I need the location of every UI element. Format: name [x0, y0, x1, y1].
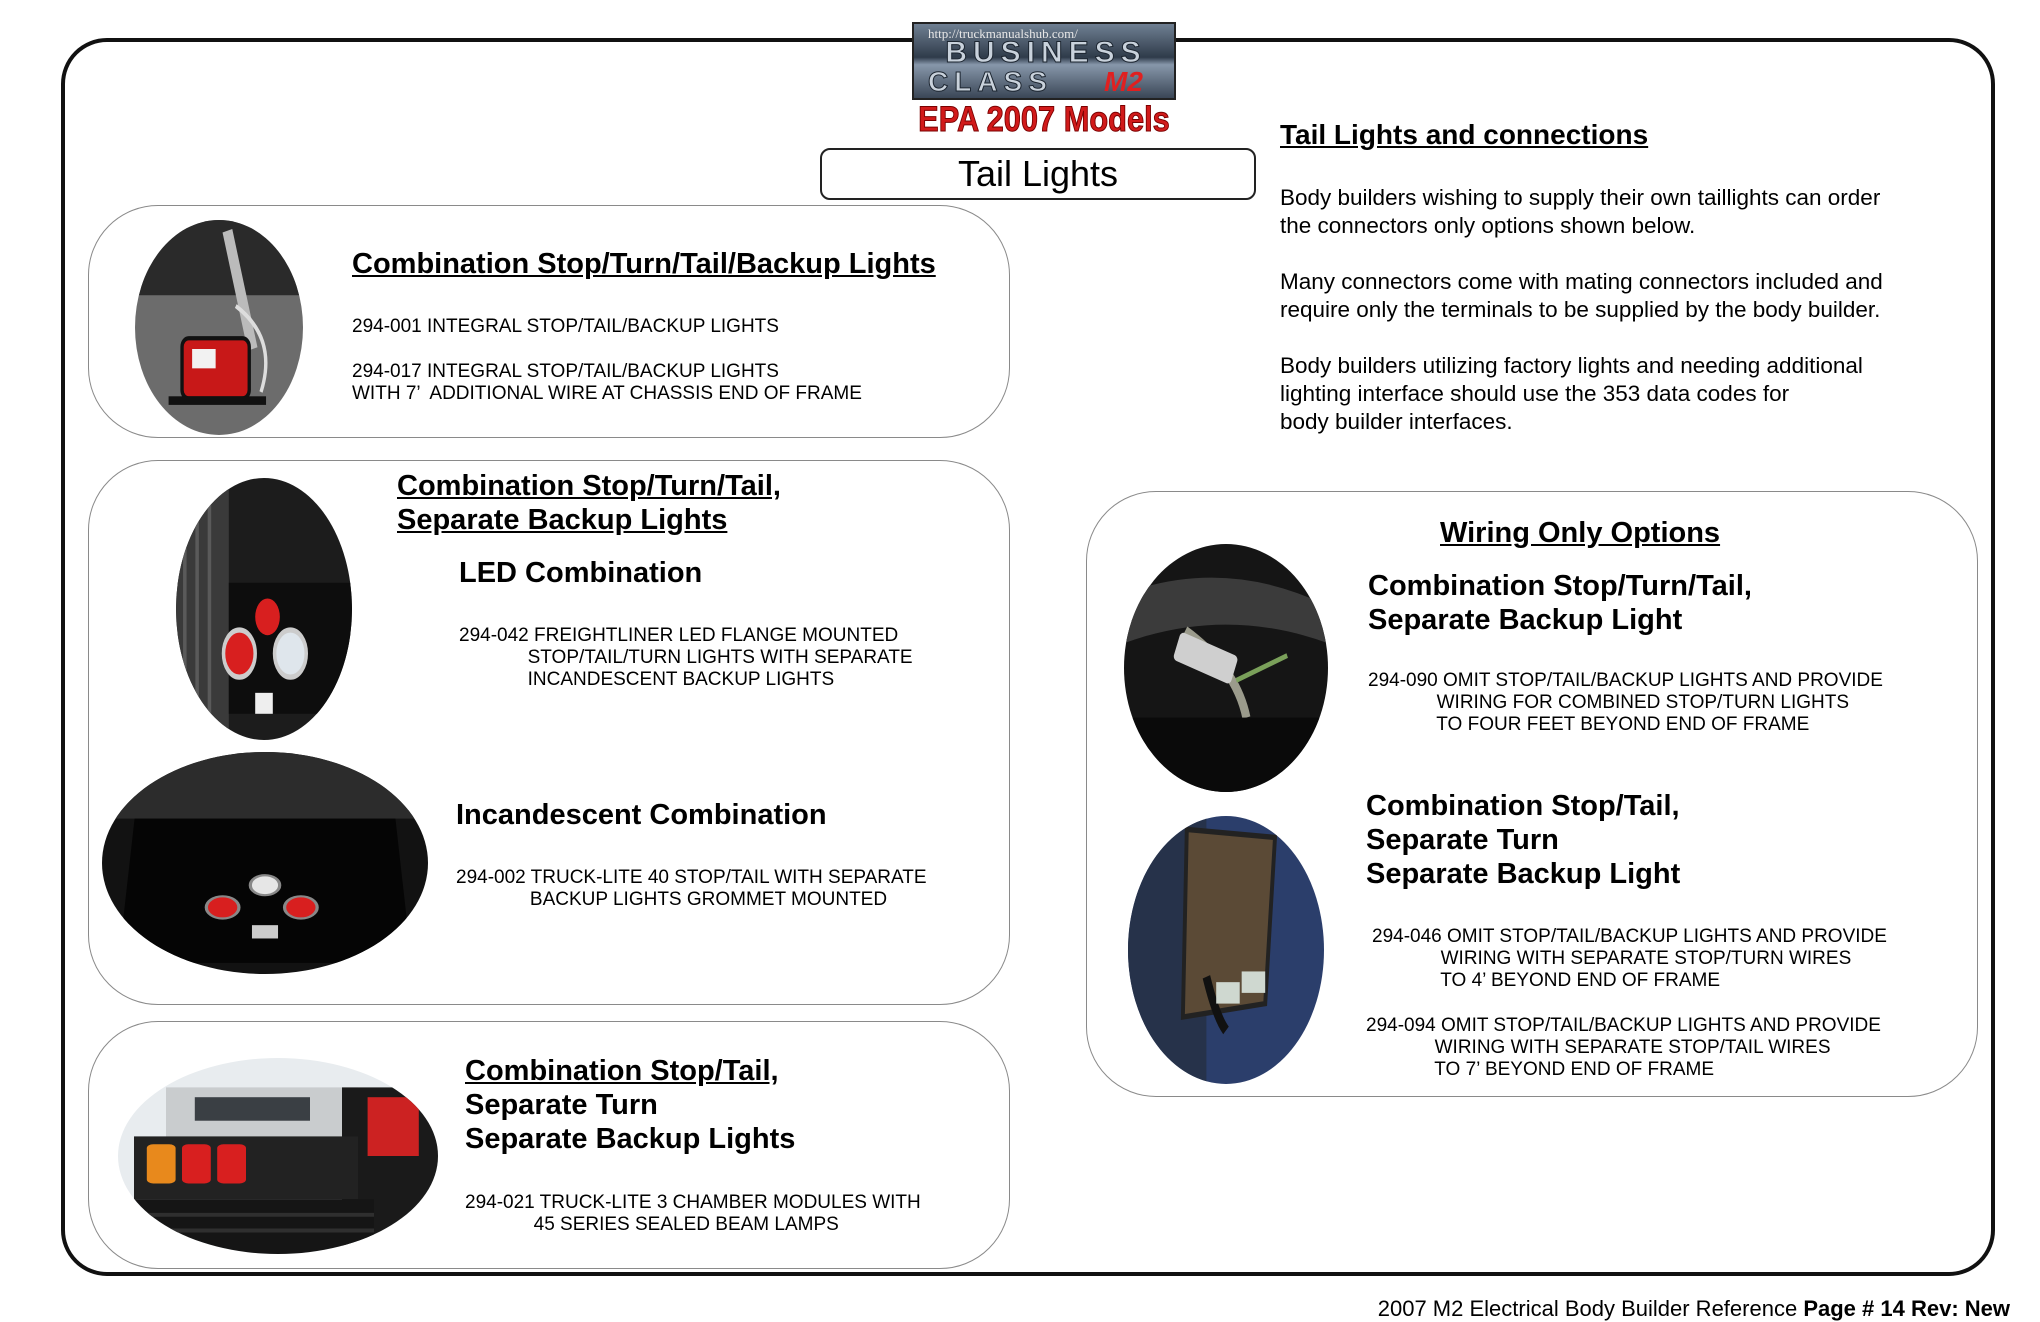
incandescent-taillight-photo: [102, 752, 428, 974]
option-294-094: 294-094 OMIT STOP/TAIL/BACKUP LIGHTS AND PROVIDE WIRING WITH SEPARATE STOP/TAIL WIRES TO 7’ BEYOND END OF FRAME: [1366, 1015, 1881, 1080]
incandescent-taillight-image: [102, 752, 428, 974]
wiring-only-heading: Wiring Only Options: [1440, 517, 1721, 549]
logo-url-text: http://truckmanualshub.com/: [928, 26, 1078, 41]
option-294-002: 294-002 TRUCK-LITE 40 STOP/TAIL WITH SEPARATE BACKUP LIGHTS GROMMET MOUNTED: [456, 867, 927, 910]
epa-models-heading: EPA 2007 Models: [918, 100, 1170, 139]
wiring-connector-image-1: [1124, 544, 1328, 792]
wiring-connector-photo-2: [1128, 816, 1324, 1084]
panel3-title: Combination Stop/Tail,: [465, 1055, 779, 1087]
three-chamber-taillight-photo: [118, 1058, 438, 1254]
three-chamber-taillight-image: [118, 1058, 438, 1254]
led-taillight-photo: [176, 478, 352, 740]
led-taillight-image: [176, 478, 352, 740]
wiring-option2-title: Combination Stop/Tail, Separate Turn Separate Backup Light: [1366, 790, 1681, 890]
panel1-title: Combination Stop/Turn/Tail/Backup Lights: [352, 248, 936, 280]
integral-taillight-photo: [135, 220, 303, 435]
tail-lights-connections-heading: Tail Lights and connections: [1280, 119, 1649, 150]
intro-paragraph-2: Many connectors come with mating connectors included and require only the terminals to be supplied by the body builder.: [1280, 269, 1883, 322]
business-class-logo: [912, 22, 1176, 100]
footer-reference: 2007 M2 Electrical Body Builder Reference: [1377, 1296, 1798, 1321]
option-294-046: 294-046 OMIT STOP/TAIL/BACKUP LIGHTS AND PROVIDE WIRING WITH SEPARATE STOP/TURN WIRES TO 4’ BEYOND END OF FRAME: [1372, 926, 1887, 991]
logo-line1: BUSINESS: [945, 36, 1147, 69]
page-title-text: Tail Lights: [957, 153, 1119, 194]
wiring-connector-photo-1: [1124, 544, 1328, 792]
wiring-connector-image-2: [1128, 816, 1324, 1084]
logo-line2: CLASS: [928, 66, 1053, 97]
option-294-017: 294-017 INTEGRAL STOP/TAIL/BACKUP LIGHTS WITH 7’ ADDITIONAL WIRE AT CHASSIS END OF FRAME: [352, 361, 862, 404]
footer: [1378, 1296, 2010, 1322]
page-title: [820, 148, 1256, 200]
led-combination-heading: LED Combination: [459, 557, 703, 589]
panel2-title: Combination Stop/Turn/Tail, Separate Backup Lights: [397, 470, 781, 536]
option-294-001: 294-001 INTEGRAL STOP/TAIL/BACKUP LIGHTS: [352, 316, 779, 337]
footer-page-rev: Page # 14 Rev: New: [1803, 1296, 2010, 1321]
option-294-021: 294-021 TRUCK-LITE 3 CHAMBER MODULES WITH 45 SERIES SEALED BEAM LAMPS: [465, 1192, 921, 1235]
integral-taillight-image: [135, 220, 303, 435]
intro-paragraph-3: Body builders utilizing factory lights and needing additional lighting interface should use the 353 data codes for body builder interfaces.: [1280, 353, 1863, 434]
option-294-042: 294-042 FREIGHTLINER LED FLANGE MOUNTED STOP/TAIL/TURN LIGHTS WITH SEPARATE INCANDESCENT BACKUP LIGHTS: [459, 625, 913, 690]
intro-paragraph-1: Body builders wishing to supply their own taillights can order the connectors only options shown below.: [1280, 185, 1881, 238]
panel3-subtitle: Separate Turn Separate Backup Lights: [465, 1089, 796, 1155]
option-294-090: 294-090 OMIT STOP/TAIL/BACKUP LIGHTS AND PROVIDE WIRING FOR COMBINED STOP/TURN LIGHTS TO FOUR FEET BEYOND END OF FRAME: [1368, 670, 1883, 735]
incandescent-combination-heading: Incandescent Combination: [456, 799, 827, 831]
wiring-option1-title: Combination Stop/Turn/Tail, Separate Backup Light: [1368, 570, 1752, 636]
logo-model: M2: [1104, 66, 1143, 97]
